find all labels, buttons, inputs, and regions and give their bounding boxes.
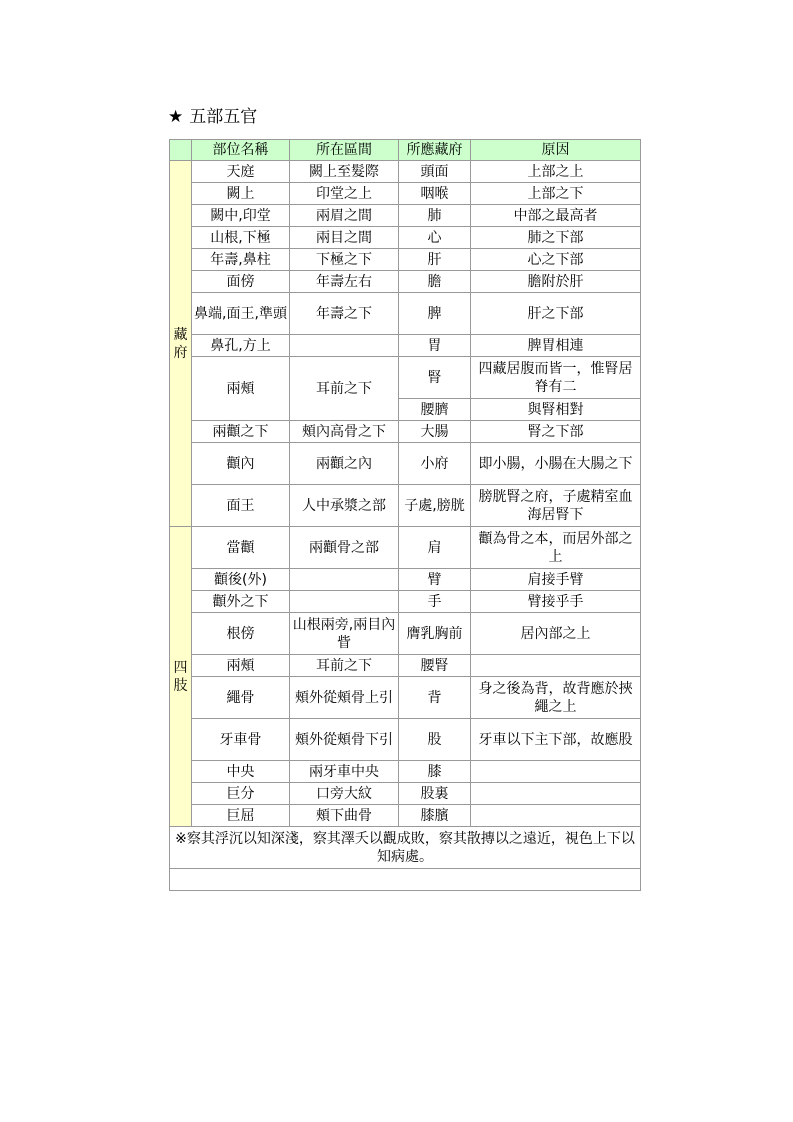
cell-range: 山根兩旁,兩目內眥 xyxy=(290,613,399,655)
cell-name: 繩骨 xyxy=(192,677,290,719)
cell-organ: 肝 xyxy=(399,249,471,271)
cell-range: 兩目之間 xyxy=(290,227,399,249)
cell-reason: 肩接手臂 xyxy=(471,569,641,591)
table-row xyxy=(170,613,641,655)
cell-name: 面傍 xyxy=(192,271,290,293)
cell-name: 闕上 xyxy=(192,183,290,205)
cell-reason: 身之後為背，故背應於挾繩之上 xyxy=(471,677,641,719)
cell-range: 印堂之上 xyxy=(290,183,399,205)
cell-reason: 即小腸，小腸在大腸之下 xyxy=(471,443,641,485)
cell-reason: 心之下部 xyxy=(471,249,641,271)
table-row xyxy=(170,293,641,335)
cell-reason: 顴為骨之本，而居外部之上 xyxy=(471,527,641,569)
cell-organ: 心 xyxy=(399,227,471,249)
note-row xyxy=(170,827,641,869)
table-row xyxy=(170,677,641,719)
table-row xyxy=(170,161,641,183)
cell-reason: 四藏居腹而皆一，惟腎居脊有二 xyxy=(471,357,641,399)
cell-range: 頰外從頰骨下引 xyxy=(290,719,399,761)
cell-range: 口旁大紋 xyxy=(290,783,399,805)
cell-reason: 與腎相對 xyxy=(471,399,641,421)
title-text: 五部五官 xyxy=(189,107,258,127)
cell-organ: 頭面 xyxy=(399,161,471,183)
cell-range: 兩眉之間 xyxy=(290,205,399,227)
table-row xyxy=(170,205,641,227)
table-row xyxy=(170,719,641,761)
table-row xyxy=(170,183,641,205)
cell-reason: 牙車以下主下部，故應股 xyxy=(471,719,641,761)
cell-name: 兩頰 xyxy=(192,357,290,421)
table-row xyxy=(170,569,641,591)
cell-name: 山根,下極 xyxy=(192,227,290,249)
cell-organ: 大腸 xyxy=(399,421,471,443)
cell-organ: 肩 xyxy=(399,527,471,569)
cell-reason: 膀胱腎之府，子處精室血海居腎下 xyxy=(471,485,641,527)
cell-range: 兩顴之內 xyxy=(290,443,399,485)
cell-name: 牙車骨 xyxy=(192,719,290,761)
cell-name: 天庭 xyxy=(192,161,290,183)
cell-organ: 股 xyxy=(399,719,471,761)
header-range: 所在區間 xyxy=(290,140,399,161)
cell-name: 鼻端,面王,準頭 xyxy=(192,293,290,335)
cell-name: 巨分 xyxy=(192,783,290,805)
cell-range xyxy=(290,591,399,613)
cell-organ: 膝臏 xyxy=(399,805,471,827)
cell-name: 鼻孔,方上 xyxy=(192,335,290,357)
cell-organ: 胃 xyxy=(399,335,471,357)
cell-reason: 上部之上 xyxy=(471,161,641,183)
cell-range: 頰外從頰骨上引 xyxy=(290,677,399,719)
cell-organ: 脾 xyxy=(399,293,471,335)
cell-range xyxy=(290,335,399,357)
cell-organ: 肺 xyxy=(399,205,471,227)
cell-organ: 腰腎 xyxy=(399,655,471,677)
cell-name: 年壽,鼻柱 xyxy=(192,249,290,271)
cell-reason: 居內部之上 xyxy=(471,613,641,655)
cell-organ: 股裏 xyxy=(399,783,471,805)
cell-organ: 膝 xyxy=(399,761,471,783)
cell-organ: 腰臍 xyxy=(399,399,471,421)
header-organ: 所應藏府 xyxy=(399,140,471,161)
star-icon: ★ xyxy=(168,107,184,127)
header-row xyxy=(170,140,641,161)
cell-range: 人中承漿之部 xyxy=(290,485,399,527)
cell-range: 耳前之下 xyxy=(290,357,399,421)
cell-range: 年壽左右 xyxy=(290,271,399,293)
cell-range: 頰下曲骨 xyxy=(290,805,399,827)
cell-organ: 手 xyxy=(399,591,471,613)
table-row xyxy=(170,421,641,443)
table-row xyxy=(170,783,641,805)
cell-range: 闕上至髮際 xyxy=(290,161,399,183)
table-row xyxy=(170,249,641,271)
cell-reason xyxy=(471,783,641,805)
table-row xyxy=(170,485,641,527)
cell-organ: 膽 xyxy=(399,271,471,293)
cell-range: 頰內高骨之下 xyxy=(290,421,399,443)
header-blank xyxy=(170,140,192,161)
cell-name: 巨屈 xyxy=(192,805,290,827)
table-row xyxy=(170,271,641,293)
cell-reason: 中部之最高者 xyxy=(471,205,641,227)
cell-reason: 肝之下部 xyxy=(471,293,641,335)
header-reason: 原因 xyxy=(471,140,641,161)
table-row xyxy=(170,357,641,399)
cell-range xyxy=(290,569,399,591)
table-row xyxy=(170,335,641,357)
cell-organ: 膺乳胸前 xyxy=(399,613,471,655)
cell-name: 兩顴之下 xyxy=(192,421,290,443)
cell-reason: 上部之下 xyxy=(471,183,641,205)
table-row xyxy=(170,655,641,677)
cell-reason: 脾胃相連 xyxy=(471,335,641,357)
cell-reason: 臂接乎手 xyxy=(471,591,641,613)
cell-organ: 臂 xyxy=(399,569,471,591)
table-row xyxy=(170,527,641,569)
cell-name: 中央 xyxy=(192,761,290,783)
cell-name: 根傍 xyxy=(192,613,290,655)
cell-organ: 小府 xyxy=(399,443,471,485)
group-label-limbs: 四肢 xyxy=(170,527,192,827)
header-name: 部位名稱 xyxy=(192,140,290,161)
cell-reason: 腎之下部 xyxy=(471,421,641,443)
table-row xyxy=(170,227,641,249)
cell-organ: 背 xyxy=(399,677,471,719)
cell-organ: 咽喉 xyxy=(399,183,471,205)
cell-reason xyxy=(471,805,641,827)
cell-name: 面王 xyxy=(192,485,290,527)
blank-cell xyxy=(170,869,641,891)
cell-reason: 肺之下部 xyxy=(471,227,641,249)
cell-range: 兩牙車中央 xyxy=(290,761,399,783)
note-text: ※察其浮沉以知深淺，察其澤夭以觀成敗，察其散摶以之遠近，視色上下以知病處。 xyxy=(170,827,641,869)
cell-organ: 腎 xyxy=(399,357,471,399)
page-title xyxy=(168,106,257,128)
cell-name: 兩頰 xyxy=(192,655,290,677)
table-row xyxy=(170,805,641,827)
cell-name: 闕中,印堂 xyxy=(192,205,290,227)
cell-reason: 膽附於肝 xyxy=(471,271,641,293)
table-row xyxy=(170,443,641,485)
cell-range: 年壽之下 xyxy=(290,293,399,335)
cell-organ: 子處,膀胱 xyxy=(399,485,471,527)
table-row xyxy=(170,761,641,783)
cell-range: 耳前之下 xyxy=(290,655,399,677)
cell-name: 顴外之下 xyxy=(192,591,290,613)
cell-reason xyxy=(471,761,641,783)
five-parts-table xyxy=(169,139,641,891)
cell-range: 下極之下 xyxy=(290,249,399,271)
cell-name: 當顴 xyxy=(192,527,290,569)
cell-reason xyxy=(471,655,641,677)
blank-row xyxy=(170,869,641,891)
table-row xyxy=(170,591,641,613)
cell-name: 顴後(外) xyxy=(192,569,290,591)
cell-name: 顴內 xyxy=(192,443,290,485)
group-label-organs: 藏府 xyxy=(170,161,192,527)
cell-range: 兩顴骨之部 xyxy=(290,527,399,569)
